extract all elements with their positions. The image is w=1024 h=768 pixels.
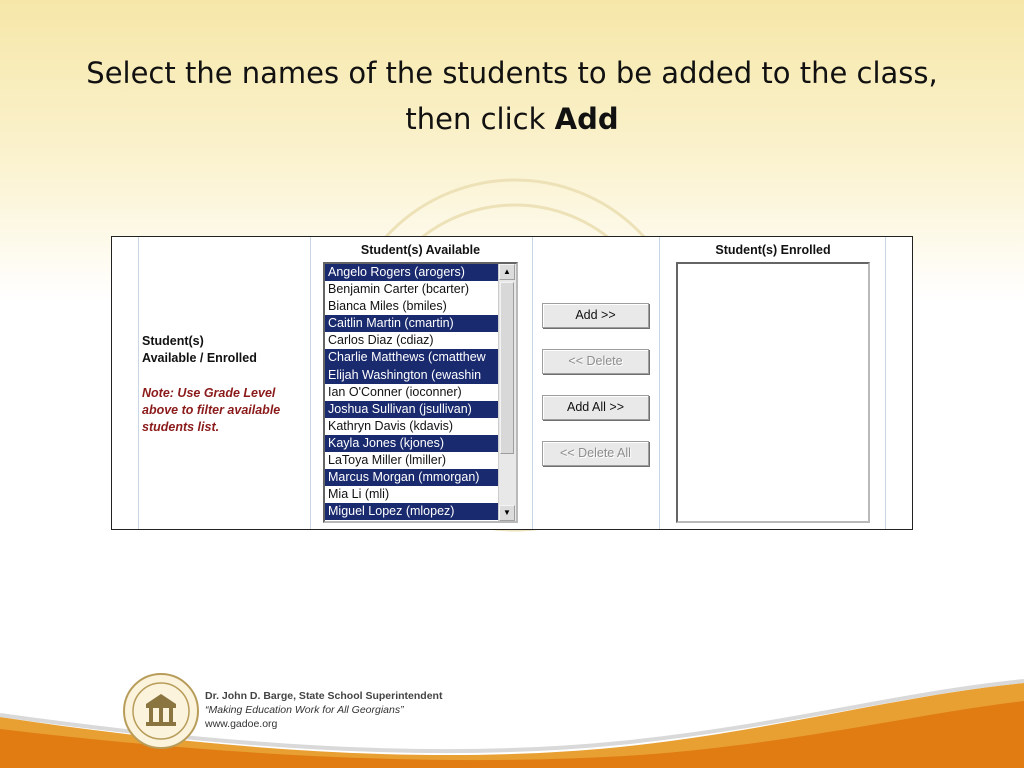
delete-all-button[interactable]: << Delete All	[542, 441, 649, 466]
student-list-item[interactable]: Benjamin Carter (bcarter)	[328, 282, 470, 297]
delete-button[interactable]: << Delete	[542, 349, 649, 374]
column-divider	[138, 237, 139, 529]
column-divider	[885, 237, 886, 529]
student-list-item[interactable]: LaToya Miller (lmiller)	[328, 453, 447, 468]
listbox-scrollbar[interactable]	[498, 264, 516, 521]
label-line-2: Available / Enrolled	[142, 351, 257, 365]
student-list-item[interactable]: Joshua Sullivan (jsullivan)	[325, 401, 501, 418]
student-list-item[interactable]: Charlie Matthews (cmatthew	[325, 349, 501, 366]
superintendent-line: Dr. John D. Barge, State School Superintendent	[205, 690, 443, 702]
department-of-education-seal-icon	[122, 672, 200, 750]
student-list-item[interactable]: Ian O'Conner (ioconner)	[328, 384, 462, 399]
students-field-label	[142, 333, 312, 367]
student-list-item[interactable]: Bianca Miles (bmiles)	[328, 299, 447, 314]
student-list-item[interactable]: Marcus Morgan (mmorgan)	[325, 469, 501, 486]
student-list-item[interactable]: Miguel Lopez (mlopez)	[325, 503, 501, 520]
student-list-item[interactable]: Elijah Washington (ewashin	[325, 367, 501, 384]
grade-level-note: Note: Use Grade Level above to filter available students list.	[142, 386, 281, 434]
student-list-item[interactable]: Kathryn Davis (kdavis)	[328, 418, 454, 433]
student-list-item[interactable]: Carlos Diaz (cdiaz)	[328, 333, 434, 348]
slide-title	[60, 50, 964, 142]
enrolled-students-listbox[interactable]	[676, 262, 870, 523]
student-assignment-panel	[111, 236, 913, 530]
add-all-button[interactable]: Add All >>	[542, 395, 649, 420]
scrollbar-thumb[interactable]	[500, 282, 514, 454]
add-button[interactable]: Add >>	[542, 303, 649, 328]
enrolled-header: Student(s) Enrolled	[715, 243, 831, 257]
motto-line: “Making Education Work for All Georgians”	[205, 704, 404, 716]
student-list-item[interactable]: Caitlin Martin (cmartin)	[325, 315, 501, 332]
footer-text	[205, 689, 442, 731]
title-text: Select the names of the students to be added to the class, then click	[86, 56, 938, 136]
title-bold-word: Add	[554, 102, 619, 136]
available-students-list	[325, 264, 501, 520]
website-link[interactable]: www.gadoe.org	[205, 718, 278, 730]
column-divider	[310, 237, 311, 529]
student-list-item[interactable]: Kayla Jones (kjones)	[325, 435, 501, 452]
column-divider	[532, 237, 533, 529]
available-header: Student(s) Available	[360, 243, 481, 257]
scroll-down-arrow-icon[interactable]: ▼	[499, 505, 515, 521]
student-list-item[interactable]: Mia Li (mli)	[328, 487, 390, 502]
label-line-1: Student(s)	[142, 334, 204, 348]
available-students-listbox[interactable]	[323, 262, 518, 523]
scroll-up-arrow-icon[interactable]: ▲	[499, 264, 515, 280]
column-divider	[659, 237, 660, 529]
student-list-item[interactable]: Angelo Rogers (arogers)	[325, 264, 501, 281]
